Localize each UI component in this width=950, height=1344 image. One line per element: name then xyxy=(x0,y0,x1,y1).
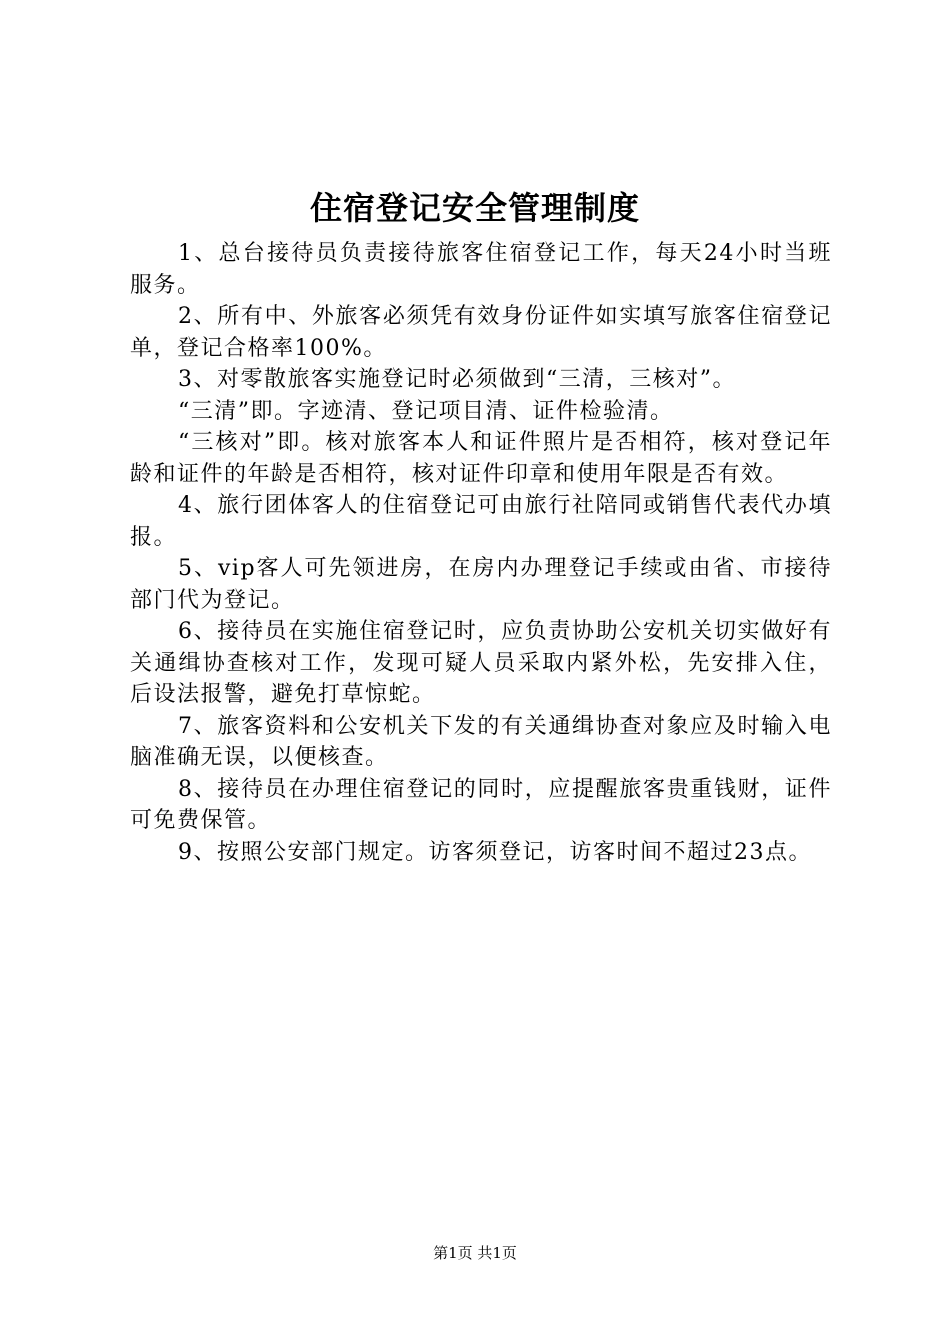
paragraph-2: 2、所有中、外旅客必须凭有效身份证件如实填写旅客住宿登记单，登记合格率100%。 xyxy=(130,304,832,361)
paragraph-6: 6、接待员在实施住宿登记时，应负责协助公安机关切实做好有关通缉协查核对工作，发现可疑人员采取内紧外松，先安排入住，后设法报警，避免打草惊蛇。 xyxy=(130,619,832,707)
document-title: 住宿登记安全管理制度 xyxy=(309,189,640,227)
paragraph-7: 7、旅客资料和公安机关下发的有关通缉协查对象应及时输入电脑准确无误，以便核查。 xyxy=(130,713,832,770)
paragraph-9: 9、按照公安部门规定。访客须登记，访客时间不超过23点。 xyxy=(178,839,812,865)
paragraph-3-sanhedui: “三核对”即。核对旅客本人和证件照片是否相符，核对登记年龄和证件的年龄是否相符，核对证件印章和使用年限是否有效。 xyxy=(130,430,832,487)
paragraph-3-sanqing: “三清”即。字迹清、登记项目清、证件检验清。 xyxy=(178,398,674,424)
paragraph-1: 1、总台接待员负责接待旅客住宿登记工作，每天24小时当班服务。 xyxy=(130,241,832,298)
paragraph-4: 4、旅行团体客人的住宿登记可由旅行社陪同或销售代表代办填报。 xyxy=(130,493,832,550)
page-footer: 第1页 共1页 xyxy=(433,1244,517,1262)
paragraph-8: 8、接待员在办理住宿登记的同时，应提醒旅客贵重钱财，证件可免费保管。 xyxy=(130,776,832,833)
paragraph-5: 5、vip客人可先领进房，在房内办理登记手续或由省、市接待部门代为登记。 xyxy=(130,556,832,613)
document-body xyxy=(130,238,832,868)
paragraph-3: 3、对零散旅客实施登记时必须做到“三清，三核对”。 xyxy=(178,367,736,392)
